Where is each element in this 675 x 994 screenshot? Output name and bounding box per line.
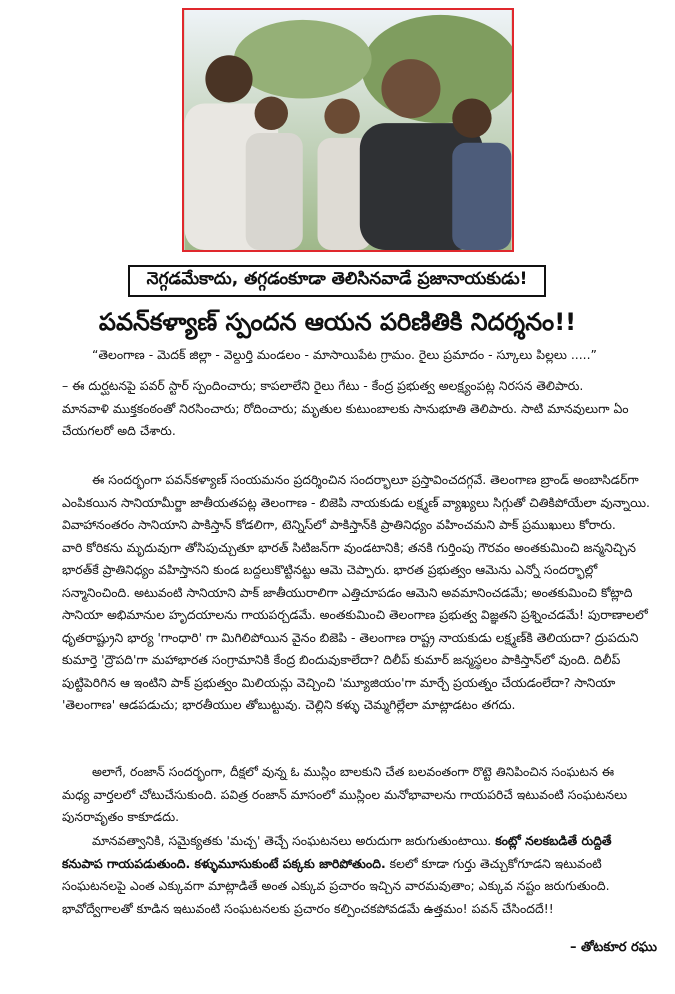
paragraph-line: 'తెలంగాణ' ఆడపడుచు; భారతీయుల తోబుట్టువు. చెల్లిని కళ్ళు చెమ్మగిల్లేలా మాట్లాడటం తగదు. xyxy=(62,697,516,712)
paragraph-3 xyxy=(62,761,662,829)
headline: నెగ్గడమేకాదు, తగ్గడంకూడా తెలిసినవాడే ప్రజానాయకుడు! xyxy=(146,269,528,289)
article-photo xyxy=(182,8,514,252)
photo-placeholder-icon xyxy=(184,10,512,250)
paragraph-line: సన్మానించింది. అటువంటి సానియాని పాక్‌ జాతీయురాలిగా ఎత్తిచూపడం ఆమెని అవమానించడమే; అంతకుమించి కోట్లాది xyxy=(62,584,633,600)
paragraph-line: పుట్టిపెరిగిన ఆ ఇంటిని పాక్‌ ప్రభుత్వం మిలియన్లు వెచ్చించి 'మ్యూజియం'గా మార్చే ప్రయత్నం చేయడంలేదా? సానియా xyxy=(62,674,616,690)
paragraph-line: సంఘటనలపై ఎంత ఎక్కువగా మాట్లాడితే అంత ఎక్కువ ప్రచారం ఇచ్చిన వారమవుతాం; ఎక్కువ నష్టం జరుగుతుంది. xyxy=(62,878,610,893)
paragraph-line: వారి కోరికను మృదువుగా తోసిపుచ్చుతూ భారత్‌ సిటిజన్‌గా వుండటానికి; తనకి గుర్తింపు గౌరవం అంతకుమించి జన్మనిచ్చిన xyxy=(62,539,636,555)
author-name: – తోటకూర రఘు xyxy=(569,940,657,955)
headline-box xyxy=(128,265,546,297)
paragraph-line: – ఈ దుర్ఘటనపై పవర్‌ స్టార్‌ స్పందించారు; కాపలాలేని రైలు గేటు - కేంద్ర ప్రభుత్వ అలక్ష్యంపట్ల నిరసన తెలిపారు. xyxy=(62,378,584,393)
paragraph-line: వివాహానంతరం సానియాని పాకిస్తాన్‌ కోడలిగా, టెన్నిస్‌లో పాకిస్తాన్‌కి ప్రాతినిధ్యం వహించమని పాక్‌ ప్రముఖులు కోరారు. xyxy=(62,517,616,532)
paragraph-line: మధ్య వార్తలలో చోటుచేసుకుంది. పవిత్ర రంజాన్‌ మాసంలో ముస్లింల మనోభావాలను గాయపరిచే ఇటువంటి సంఘటనలు xyxy=(62,786,628,802)
paragraph-line: చేయగలరో అది చేశారు. xyxy=(62,423,176,438)
paragraph-line: భావోద్వేగాలతో కూడిన ఇటువంటి సంఘటనలకు ప్రచారం కల్పించకపోవడమే ఉత్తమం! పవన్‌ చేసిందదే!! xyxy=(62,900,554,916)
paragraph-line xyxy=(62,830,662,853)
paragraph-text: కలలో కూడా గుర్తు తెచ్చుకోగూడని ఇటువంటి xyxy=(385,855,602,871)
quote-line: “తెలంగాణ - మెదక్‌ జిల్లా - వెల్దుర్తి మండలం - మాసాయిపేట గ్రామం. రైలు ప్రమాదం - స్కూలు పిల్లలు .....” xyxy=(92,347,597,362)
paragraph-line: సానియా అభిమానుల హృదయాలను గాయపర్చడమే. అంతకుమించి తెలంగాణ ప్రభుత్వ విజ్ఞతని ప్రశ్నించడమే! పురాణాలలో xyxy=(62,607,648,622)
paragraph-4 xyxy=(62,830,662,920)
paragraph-bold-text: కంట్లో నలకబడితే రుద్దితే xyxy=(495,833,612,848)
paragraph-line: మానవాళి ముక్తకంఠంతో నిరసించారు; రోదించారు; మృతుల కుటుంబాలకు సానుభూతి తెలిపారు. సాటి మానవులుగా ఏం xyxy=(62,400,629,416)
paragraph-bold-text: కనుపాప గాయపడుతుంది. కళ్ళుమూసుకుంటే పక్కకు జారిపోతుంది. xyxy=(62,855,386,871)
article-title: పవన్‌కళ్యాణ్‌ స్పందన ఆయన పరిణితికి నిదర్శనం!! xyxy=(98,308,577,336)
paragraph-text: మానవత్వానికి, సమైక్యతకు 'మచ్చ' తెచ్చే సంఘటనలు అరుదుగా జరుగుతుంటాయి. xyxy=(92,833,496,848)
paragraph-line: అలాగే, రంజాన్‌ సందర్భంగా, దీక్షలో వున్న ఓ ముస్లిం బాలకుని చేత బలవంతంగా రొట్టె తినిపించిన సంఘటన ఈ xyxy=(92,764,615,779)
paragraph-line: పునరావృతం కాకూడదు. xyxy=(62,809,180,824)
paragraph-line: ఈ సందర్భంగా పవన్‌కళ్యాణ్‌ సంయమనం ప్రదర్శించిన సందర్భాలూ ప్రస్తావించదగ్గవే. తెలంగాణ బ్రాండ్‌ అంబాసిడర్‌గా xyxy=(92,472,639,487)
paragraph-line xyxy=(62,853,662,876)
paragraph-line: ఎంపికయిన సానియామీర్జా జాతీయతపట్ల తెలంగాణ - బిజెపి నాయకుడు లక్ష్మణ్‌ వ్యాఖ్యలు సిగ్గుతో చితికిపోయేలా వున్నాయి. xyxy=(62,494,650,510)
paragraph-line: కుమార్తె 'ద్రౌపది'గా మహాభారత సంగ్రామానికి కేంద్ర బిందువుకాలేదా? దిలీప్‌ కుమార్‌ జన్మస్థలం పాకిస్తాన్‌లో వుంది. దిలీప్‌ xyxy=(62,652,621,667)
paragraph-2 xyxy=(62,469,662,717)
paragraph-1 xyxy=(62,375,662,443)
paragraph-line: భారత్‌కే ప్రాతినిధ్యం వహిస్తానని కుండ బద్దలుకొట్టినట్టు ఆమె చెప్పారు. భారత ప్రభుత్వం ఆమెను ఎన్నో సందర్భాల్లో xyxy=(62,562,598,577)
paragraph-line: ధృతరాష్ట్రుని భార్య 'గాంధారి' గా మిగిలిపోయిన వైనం బిజెపి - తెలంగాణ రాష్ట్ర నాయకుడు లక్ష్మణ్‌కి తెలియదా? ద్రుపదుని xyxy=(62,629,639,645)
